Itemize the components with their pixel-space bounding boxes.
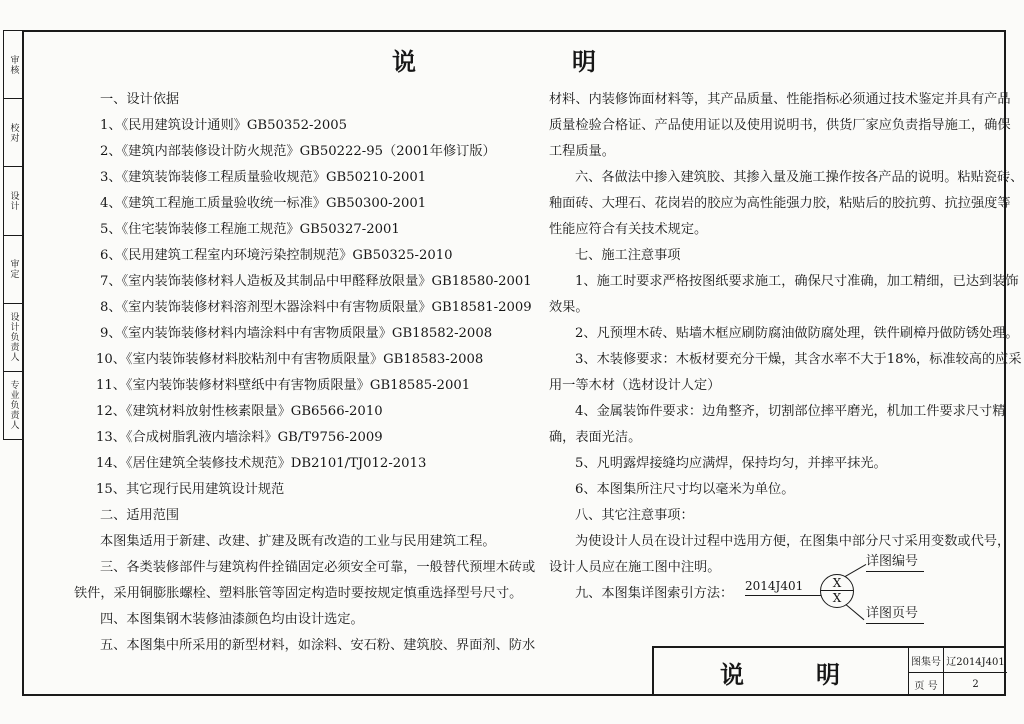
detail-index-symbol bbox=[820, 574, 854, 608]
text-line: 13、《合成树脂乳液内墙涂料》GB/T9756-2009 bbox=[96, 430, 383, 445]
detail-page-label: 详图页号 bbox=[866, 606, 919, 621]
title-block bbox=[652, 646, 1006, 696]
text-line: 效果。 bbox=[549, 300, 589, 315]
text-line: 六、各做法中掺入建筑胶、其掺入量及施工操作按各产品的说明。粘贴瓷砖、 bbox=[575, 170, 1024, 185]
section-heading: 一、设计依据 bbox=[100, 92, 180, 107]
section-heading: 九、本图集详图索引方法： bbox=[575, 586, 734, 601]
detail-number-label: 详图编号 bbox=[866, 554, 919, 569]
text-line: 确，表面光洁。 bbox=[549, 430, 642, 445]
text-line: 铁件，采用铜膨胀螺栓、塑料胀管等固定构造时要按规定慎重选择型号尺寸。 bbox=[74, 586, 523, 601]
section-heading: 七、施工注意事项 bbox=[575, 248, 681, 263]
text-line: 用一等木材（选材设计人定） bbox=[549, 378, 721, 393]
text-line: 10、《室内装饰装修材料胶粘剂中有害物质限量》GB18583-2008 bbox=[96, 352, 484, 367]
binding-cell: 审定 bbox=[4, 236, 23, 304]
text-line: 8、《室内装饰装修材料溶剂型木器涂料中有害物质限量》GB18581-2009 bbox=[100, 300, 532, 315]
page-title-char-2: 明 bbox=[572, 48, 598, 76]
text-line: 工程质量。 bbox=[549, 144, 615, 159]
page-title-char-1: 说 bbox=[392, 48, 418, 76]
text-line: 4、金属装饰件要求：边角整齐，切割部位摔平磨光，机加工件要求尺寸精 bbox=[575, 404, 1006, 419]
text-line: 5、《住宅装饰装修工程施工规范》GB50327-2001 bbox=[100, 222, 400, 237]
section-heading: 二、适用范围 bbox=[100, 508, 180, 523]
page-number-value: 2 bbox=[972, 678, 979, 690]
binding-cell: 设计 bbox=[4, 167, 23, 235]
text-line: 2、《建筑内部装修设计防火规范》GB50222-95（2001年修订版） bbox=[100, 144, 496, 159]
text-line: 釉面砖、大理石、花岗岩的胶应为高性能强力胶，粘贴后的胶抗剪、抗拉强度等 bbox=[549, 196, 1011, 211]
title-block-name bbox=[654, 648, 908, 696]
section-heading: 八、其它注意事项： bbox=[575, 508, 694, 523]
text-line: 四、本图集钢木装修油漆颜色均由设计选定。 bbox=[100, 612, 364, 627]
text-line: 6、《民用建筑工程室内环境污染控制规范》GB50325-2010 bbox=[100, 248, 453, 263]
binding-cell: 审核 bbox=[4, 31, 23, 99]
atlas-row bbox=[909, 648, 1007, 673]
text-line: 4、《建筑工程施工质量验收统一标准》GB50300-2001 bbox=[100, 196, 427, 211]
text-line: 15、其它现行民用建筑设计规范 bbox=[96, 482, 285, 497]
text-line: 9、《室内装饰装修材料内墙涂料中有害物质限量》GB18582-2008 bbox=[100, 326, 493, 341]
text-line: 质量检验合格证、产品使用证以及使用说明书，供货厂家应负责指导施工，确保 bbox=[549, 118, 1011, 133]
text-line: 6、本图集所注尺寸均以毫米为单位。 bbox=[575, 482, 795, 497]
text-line: 性能应符合有关技术规定。 bbox=[549, 222, 708, 237]
binding-cell: 设计负责人 bbox=[4, 304, 23, 372]
text-line: 3、木装修要求：木板材要充分干燥，其含水率不大于18%，标准较高的应采 bbox=[575, 352, 1022, 367]
binding-cell: 校对 bbox=[4, 99, 23, 167]
text-line: 本图集适用于新建、改建、扩建及既有改造的工业与民用建筑工程。 bbox=[100, 534, 496, 549]
text-line: 设计人员应在施工图中注明。 bbox=[549, 560, 721, 575]
text-line: 14、《居住建筑全装修技术规范》DB2101/TJ012-2013 bbox=[96, 456, 427, 471]
title-block-grid bbox=[908, 648, 1007, 696]
detail-number-underline bbox=[866, 571, 924, 572]
text-line: 7、《室内装饰装修材料人造板及其制品中甲醛释放限量》GB18580-2001 bbox=[100, 274, 532, 289]
binding-strip bbox=[3, 30, 23, 440]
page-row bbox=[909, 672, 1007, 696]
text-line: 5、凡明露焊接缝均应满焊，保持均匀，并摔平抹光。 bbox=[575, 456, 887, 471]
symbol-bottom-text: X bbox=[832, 591, 842, 605]
text-line: 为使设计人员在设计过程中选用方便，在图集中部分尺寸采用变数或代号， bbox=[575, 534, 1011, 549]
atlas-number-value: 辽2014J401 bbox=[946, 656, 1005, 668]
title-block-char-1: 说 bbox=[720, 660, 746, 689]
atlas-code-label: 2014J401 bbox=[745, 579, 804, 593]
atlas-number-label: 图集号 bbox=[909, 648, 944, 672]
title-block-char-2: 明 bbox=[816, 660, 842, 689]
binding-cell: 专业负责人 bbox=[8, 380, 19, 431]
text-line: 2、凡预埋木砖、贴墙木框应刷防腐油做防腐处理，铁件刷樟丹做防锈处理。 bbox=[575, 326, 1019, 341]
text-line: 11、《室内装饰装修材料壁纸中有害物质限量》GB18585-2001 bbox=[96, 378, 471, 393]
page-number-label: 页 号 bbox=[909, 672, 944, 696]
detail-page-underline bbox=[866, 623, 924, 624]
text-line: 3、《建筑装饰装修工程质量验收规范》GB50210-2001 bbox=[100, 170, 427, 185]
text-line: 材料、内装修饰面材料等，其产品质量、性能指标必须通过技术鉴定并具有产品 bbox=[549, 92, 1011, 107]
atlas-code-underline bbox=[745, 595, 821, 596]
text-line: 三、各类装修部件与建筑构件拴锚固定必须安全可靠，一般替代预埋木砖或 bbox=[100, 560, 536, 575]
text-line: 1、《民用建筑设计通则》GB50352-2005 bbox=[100, 118, 348, 133]
text-line: 12、《建筑材料放射性核素限量》GB6566-2010 bbox=[96, 404, 383, 419]
symbol-top-text: X bbox=[832, 576, 842, 590]
text-line: 五、本图集中所采用的新型材料，如涂料、安石粉、建筑胶、界面剂、防水 bbox=[100, 638, 536, 653]
text-line: 1、施工时要求严格按图纸要求施工，确保尺寸准确，加工精细，已达到装饰 bbox=[575, 274, 1019, 289]
